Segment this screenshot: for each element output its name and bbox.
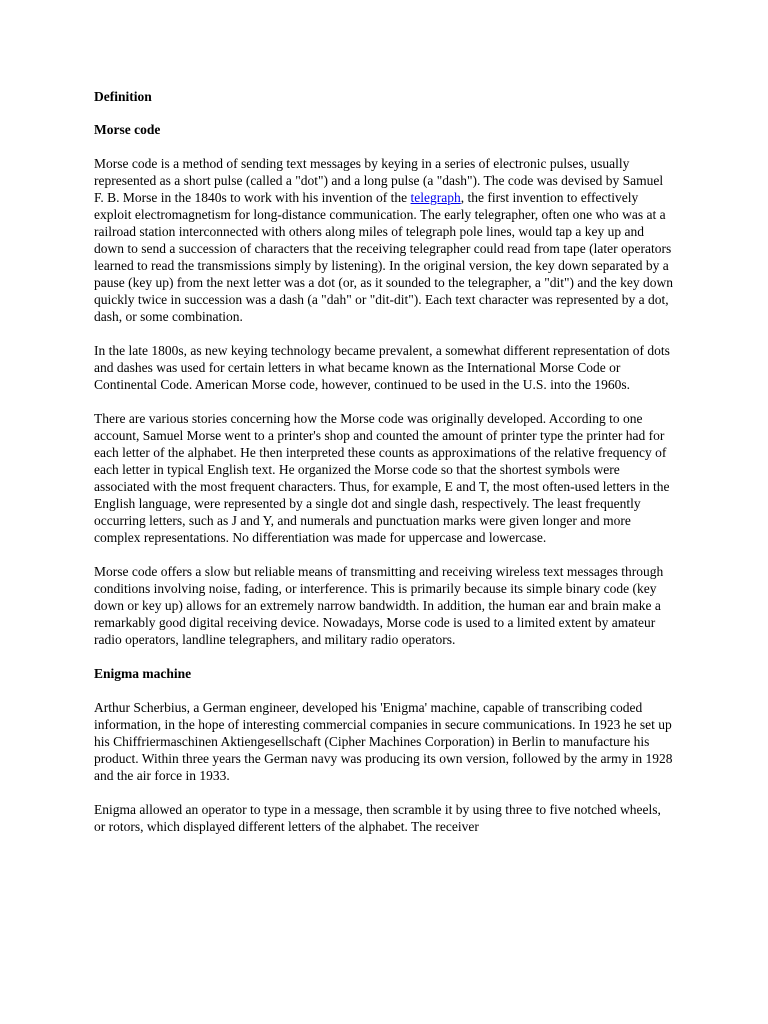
paragraph-morse-intro-text-b: , the first invention to effectively exploit electromagnetism for long-distance communication. The early telegrapher, often one who was at a railroad station interconnected with others along miles of telegraph pole lines, would tap a key up and down to send a succession of characters that the receiving telegrapher could read from tape (later operators learned to read the transmissions simply by listening). In the original version, the key down separated by a pause (key up) from the next letter was a dot (or, as it sounded to the telegrapher, a "dit") and the key down quickly twice in succession was a dash (a "dah" or "dit-dit"). Each text character was represented by a dot, dash, or some combination. (94, 190, 674, 324)
paragraph-morse-intro-text-a: Morse code is a method of sending text messages by keying in a series of electronic pulses, usually represented as a short pulse (called a "dot") and a long pulse (a "dash"). The code was devised by Samuel F. B. Morse in the 1840s to work with his invention of the (94, 156, 664, 205)
paragraph-morse-intro (94, 155, 674, 325)
paragraph-reliability: Morse code offers a slow but reliable means of transmitting and receiving wireless text messages through conditions involving noise, fading, or interference. This is primarily because its simple binary code (key down or key up) allows for an extremely narrow bandwidth. In addition, the human ear and brain make a remarkably good digital receiving device. Nowadays, Morse code is used to a limited extent by amateur radio operators, landline telegraphers, and military radio operators. (94, 564, 664, 647)
paragraph-origin-stories: There are various stories concerning how the Morse code was originally developed. According to one account, Samuel Morse went to a printer's shop and counted the amount of printer type the printer had for each letter of the alphabet. He then interpreted these counts as approximations of the relative frequency of each letter in typical English text. He organized the Morse code so that the shortest symbols were associated with the most frequent characters. Thus, for example, E and T, the most often-used letters in the English language, were represented by a single dot and single dash, respectively. The least frequently occurring letters, such as J and Y, and numerals and punctuation marks were given longer and more complex representations. No differentiation was made for uppercase and lowercase. (94, 411, 670, 545)
heading-morse-code: Morse code (94, 122, 161, 137)
paragraph-scherbius: Arthur Scherbius, a German engineer, developed his 'Enigma' machine, capable of transcribing coded information, in the hope of interesting commercial companies in secure communications. In 1923 he set up his Chiffriermaschinen Aktiengesellschaft (Cipher Machines Corporation) in Berlin to manufacture his product. Within three years the German navy was producing its own version, followed by the army in 1928 and the air force in 1933. (94, 700, 673, 783)
document-body (94, 88, 674, 835)
heading-definition: Definition (94, 89, 152, 104)
telegraph-link[interactable]: telegraph (410, 190, 461, 205)
paragraph-late-1800s: In the late 1800s, as new keying technology became prevalent, a somewhat different representation of dots and dashes was used for certain letters in what became known as the International Morse Code or Continental Code. American Morse code, however, continued to be used in the U.S. into the 1960s. (94, 343, 670, 392)
paragraph-enigma-operation: Enigma allowed an operator to type in a message, then scramble it by using three to five notched wheels, or rotors, which displayed different letters of the alphabet. The receiver (94, 802, 661, 834)
heading-enigma-machine: Enigma machine (94, 666, 192, 681)
